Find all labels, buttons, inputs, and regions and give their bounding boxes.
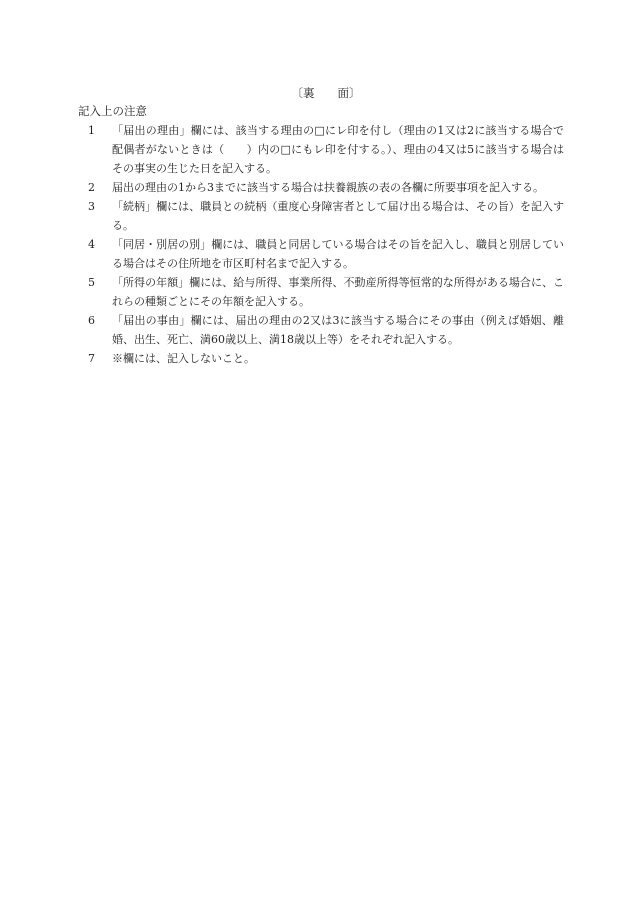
notes-list	[86, 121, 564, 368]
note-text: 「届出の事由」欄には、届出の理由の2又は3に該当する場合にその事由（例えば婚姻、離婚、出生、死亡、満60歳以上、満18歳以上等）をそれぞれ記入する。	[112, 314, 564, 346]
note-number: 5	[88, 276, 95, 289]
page-title: 〔裏 面〕	[291, 86, 361, 100]
note-number: 4	[88, 238, 95, 251]
note-number: 2	[88, 181, 95, 194]
note-number: 7	[88, 352, 95, 365]
note-item	[86, 311, 564, 349]
note-text: ※欄には、記入しないこと。	[112, 352, 255, 365]
note-item	[86, 197, 564, 235]
section-heading: 記入上の注意	[78, 104, 147, 118]
note-text: 「届出の理由」欄には、該当する理由の□にレ印を付し（理由の1又は2に該当する場合で配偶者がないときは（ ）内の□にもレ印を付する。）、理由の4又は5に該当する場合はその事実の生じた日を記入する。	[112, 124, 564, 175]
note-text: 届出の理由の1から3までに該当する場合は扶養親族の表の各欄に所要事項を記入する。	[112, 181, 544, 194]
note-item	[86, 235, 564, 273]
note-item	[86, 273, 564, 311]
note-item	[86, 178, 564, 197]
note-number: 6	[88, 314, 95, 327]
note-text: 「同居・別居の別」欄には、職員と同居している場合はその旨を記入し、職員と別居している場合はその住所地を市区町村名まで記入する。	[112, 238, 564, 270]
note-item	[86, 349, 564, 368]
note-item	[86, 121, 564, 178]
note-number: 1	[88, 124, 95, 137]
note-text: 「所得の年額」欄には、給与所得、事業所得、不動産所得等恒常的な所得がある場合に、これらの種類ごとにその年額を記入する。	[112, 276, 564, 308]
note-number: 3	[88, 200, 95, 213]
note-text: 「続柄」欄には、職員との続柄（重度心身障害者として届け出る場合は、その旨）を記入する。	[112, 200, 564, 232]
